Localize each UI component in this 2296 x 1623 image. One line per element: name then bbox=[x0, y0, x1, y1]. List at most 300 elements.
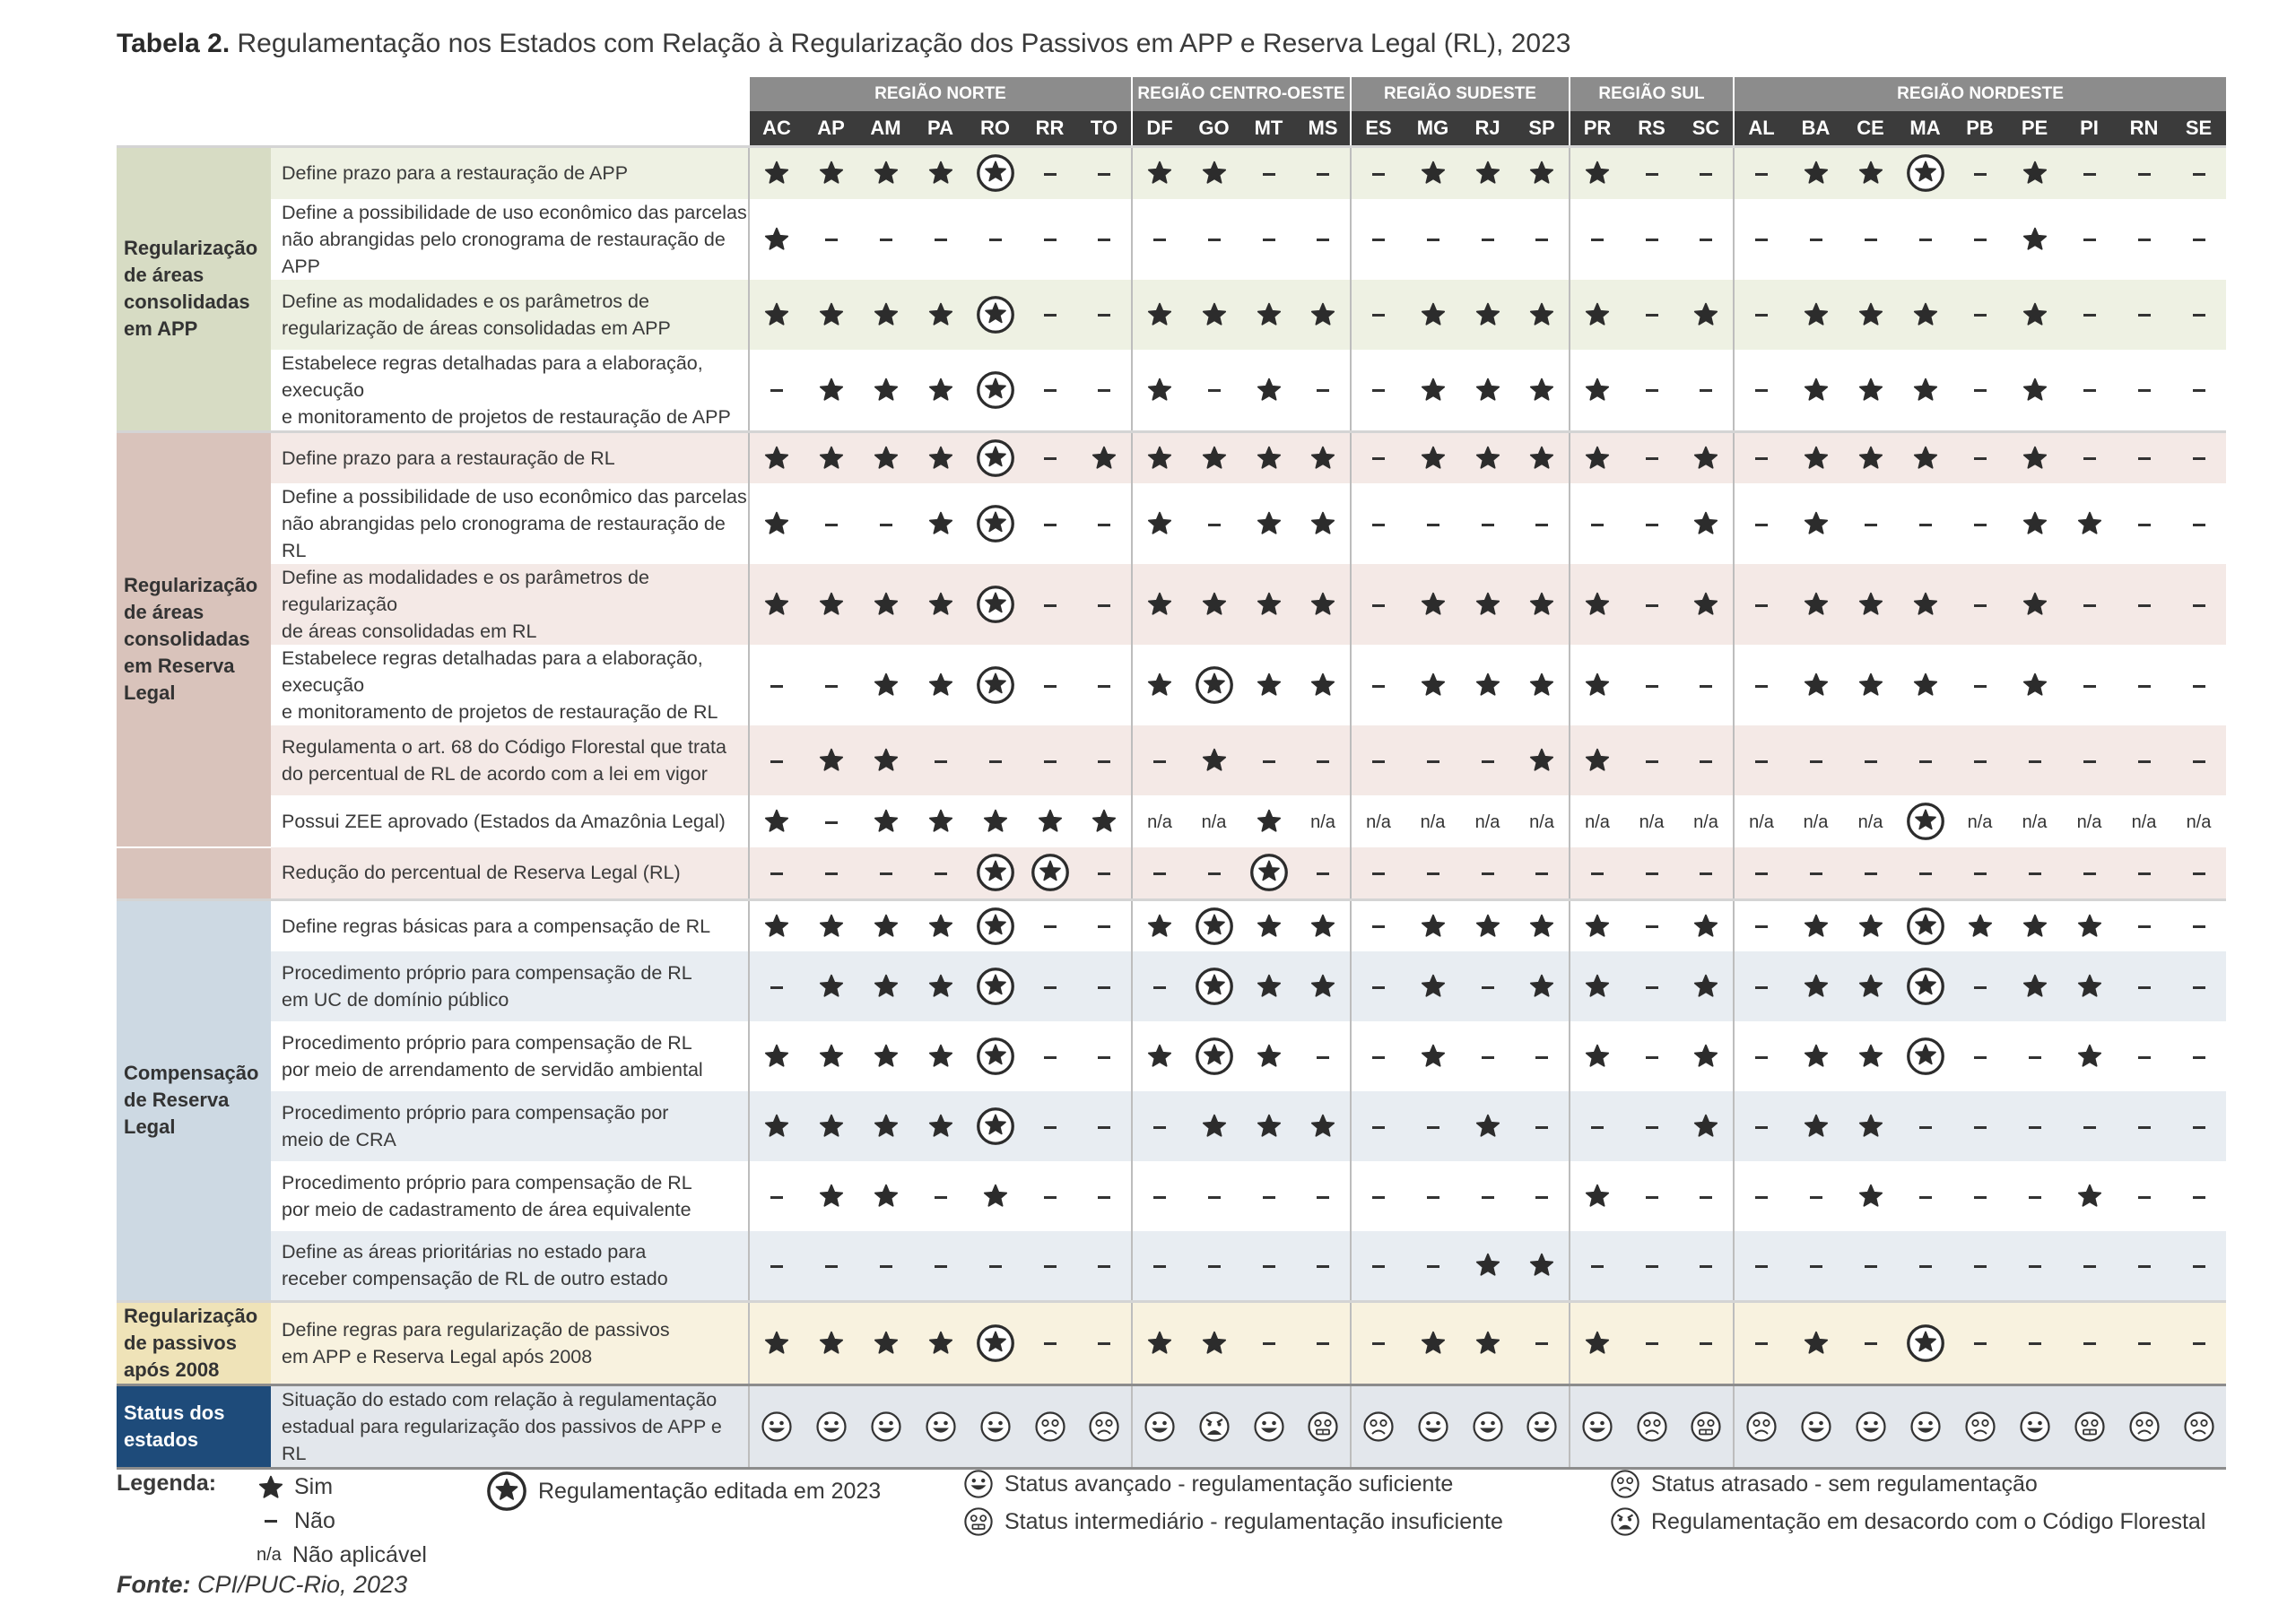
status-cell bbox=[1077, 1301, 1132, 1384]
row-label bbox=[271, 431, 749, 483]
status-cell bbox=[968, 645, 1022, 725]
status-cell bbox=[749, 147, 804, 199]
status-cell bbox=[1624, 1091, 1679, 1161]
status-cell bbox=[1843, 147, 1898, 199]
status-cell bbox=[1022, 1301, 1077, 1384]
status-cell bbox=[1898, 645, 1952, 725]
status-cell bbox=[2171, 1301, 2226, 1384]
status-cell bbox=[1624, 1301, 1679, 1384]
star-icon bbox=[764, 446, 789, 471]
dash-icon bbox=[2193, 239, 2205, 241]
row-label bbox=[271, 645, 749, 725]
dash-icon bbox=[1044, 389, 1057, 392]
status-cell bbox=[749, 951, 804, 1021]
status-cell bbox=[2117, 1231, 2171, 1301]
status-cell bbox=[1296, 1231, 1351, 1301]
status-cell bbox=[1132, 847, 1187, 899]
dash-icon bbox=[825, 821, 838, 824]
row-label-line: Estabelece regras detalhadas para a elaboração, execução bbox=[282, 352, 703, 401]
dash-icon bbox=[1646, 1265, 1658, 1268]
sad-face-icon bbox=[1745, 1410, 1778, 1443]
status-cell bbox=[1679, 1384, 1734, 1468]
status-cell bbox=[1679, 1021, 1734, 1091]
status-cell bbox=[1515, 1231, 1570, 1301]
star-icon bbox=[1202, 302, 1227, 327]
star-icon bbox=[819, 1331, 844, 1356]
dash-icon bbox=[1098, 314, 1110, 317]
status-cell bbox=[2007, 1231, 2062, 1301]
dash-icon bbox=[2083, 173, 2096, 176]
star-icon bbox=[1257, 592, 1282, 617]
status-cell bbox=[1843, 795, 1898, 847]
star-icon bbox=[1858, 1114, 1883, 1139]
status-cell bbox=[1241, 725, 1296, 795]
dash-icon bbox=[1098, 1056, 1110, 1059]
status-cell bbox=[1570, 431, 1624, 483]
status-cell bbox=[1296, 847, 1351, 899]
star-icon bbox=[1257, 809, 1282, 834]
star-icon bbox=[764, 592, 789, 617]
dash-icon bbox=[1153, 986, 1166, 989]
legend-title: Legenda: bbox=[117, 1471, 217, 1496]
status-cell bbox=[1898, 951, 1952, 1021]
status-cell bbox=[1241, 899, 1296, 951]
dash-icon bbox=[1755, 239, 1768, 241]
star-icon bbox=[1257, 1114, 1282, 1139]
status-cell bbox=[1624, 350, 1679, 432]
status-cell bbox=[1241, 1161, 1296, 1231]
circled-star-icon bbox=[976, 907, 1015, 946]
star-icon bbox=[1858, 1044, 1883, 1069]
status-cell bbox=[2062, 795, 2117, 847]
status-cell bbox=[2007, 199, 2062, 280]
star-icon bbox=[258, 1475, 283, 1500]
group-label: Status dos estados bbox=[117, 1384, 271, 1468]
status-cell bbox=[968, 795, 1022, 847]
status-cell bbox=[2007, 147, 2062, 199]
status-cell bbox=[2062, 1301, 2117, 1384]
star-icon bbox=[1421, 302, 1446, 327]
table-row bbox=[117, 483, 2226, 564]
status-cell bbox=[1570, 951, 1624, 1021]
star-icon bbox=[819, 302, 844, 327]
dash-icon bbox=[1263, 760, 1275, 763]
row-label-line: em APP e Reserva Legal após 2008 bbox=[282, 1345, 593, 1367]
status-cell bbox=[858, 564, 913, 645]
row-label bbox=[271, 795, 749, 847]
dash-icon bbox=[1482, 1196, 1494, 1199]
legend-intermediario bbox=[963, 1506, 1503, 1537]
status-cell bbox=[2007, 645, 2062, 725]
regulation-table-container bbox=[117, 77, 2226, 1470]
dash-icon bbox=[1591, 1126, 1604, 1129]
angry-face-icon bbox=[1198, 1410, 1231, 1443]
star-icon bbox=[928, 914, 953, 939]
star-icon bbox=[1475, 302, 1500, 327]
star-icon bbox=[1804, 1331, 1829, 1356]
star-icon bbox=[928, 378, 953, 403]
status-cell bbox=[858, 199, 913, 280]
dash-icon bbox=[1646, 760, 1658, 763]
state-header: AM bbox=[858, 111, 913, 147]
dash-icon bbox=[1153, 239, 1166, 241]
status-cell bbox=[1952, 483, 2007, 564]
status-cell bbox=[1898, 564, 1952, 645]
dash-icon bbox=[1482, 986, 1494, 989]
status-cell bbox=[1843, 1161, 1898, 1231]
star-icon bbox=[2022, 974, 2048, 999]
star-icon bbox=[1529, 748, 1554, 773]
status-cell bbox=[2117, 431, 2171, 483]
legend-sim bbox=[258, 1474, 333, 1500]
dash-icon bbox=[1044, 1196, 1057, 1199]
row-label bbox=[271, 564, 749, 645]
table-row bbox=[117, 951, 2226, 1021]
status-cell bbox=[1570, 1301, 1624, 1384]
star-icon bbox=[874, 378, 899, 403]
status-cell bbox=[804, 1161, 858, 1231]
status-cell bbox=[804, 1091, 858, 1161]
dash-icon bbox=[1372, 1056, 1385, 1059]
star-icon bbox=[1475, 1253, 1500, 1278]
source-label: Fonte: bbox=[117, 1571, 191, 1598]
dash-icon bbox=[1700, 1342, 1712, 1345]
status-cell bbox=[2117, 564, 2171, 645]
star-icon bbox=[1310, 1114, 1335, 1139]
row-label-line: Procedimento próprio para compensação de RL bbox=[282, 962, 692, 984]
dash-icon bbox=[770, 872, 783, 875]
status-cell bbox=[1351, 199, 1405, 280]
region-header: REGIÃO SUL bbox=[1570, 77, 1734, 111]
row-label-line: Define regras para regularização de passivos bbox=[282, 1318, 670, 1341]
circled-star-icon bbox=[976, 967, 1015, 1006]
dash-icon bbox=[1646, 239, 1658, 241]
status-cell bbox=[1022, 795, 1077, 847]
table-row bbox=[117, 1301, 2226, 1384]
star-icon bbox=[819, 1114, 844, 1139]
status-cell bbox=[1077, 147, 1132, 199]
status-cell bbox=[1898, 280, 1952, 350]
dash-icon bbox=[1700, 1265, 1712, 1268]
star-icon bbox=[1693, 914, 1718, 939]
dash-icon bbox=[1153, 760, 1166, 763]
dash-icon bbox=[1317, 1196, 1329, 1199]
status-cell bbox=[1405, 951, 1460, 1021]
row-label bbox=[271, 1231, 749, 1301]
dash-icon bbox=[2083, 604, 2096, 607]
state-header: AL bbox=[1734, 111, 1788, 147]
status-cell bbox=[1952, 280, 2007, 350]
star-icon bbox=[1858, 161, 1883, 186]
star-icon bbox=[983, 1184, 1008, 1209]
status-cell bbox=[1898, 899, 1952, 951]
row-label-line: Procedimento próprio para compensação de RL bbox=[282, 1032, 692, 1054]
dash-icon bbox=[1755, 314, 1768, 317]
status-cell bbox=[1515, 1021, 1570, 1091]
status-cell bbox=[2062, 847, 2117, 899]
star-icon bbox=[1804, 673, 1829, 698]
status-cell bbox=[1132, 951, 1187, 1021]
state-header: SE bbox=[2171, 111, 2226, 147]
star-icon bbox=[1421, 592, 1446, 617]
status-cell bbox=[858, 899, 913, 951]
star-icon bbox=[928, 161, 953, 186]
status-cell bbox=[2062, 1384, 2117, 1468]
status-cell bbox=[1679, 280, 1734, 350]
star-icon bbox=[1585, 592, 1610, 617]
na-symbol: n/a bbox=[1420, 812, 1446, 832]
star-icon bbox=[2022, 446, 2048, 471]
star-icon bbox=[1202, 446, 1227, 471]
dash-icon bbox=[1208, 239, 1221, 241]
status-cell bbox=[2171, 350, 2226, 432]
status-cell bbox=[804, 199, 858, 280]
table-row bbox=[117, 350, 2226, 432]
dash-icon bbox=[825, 872, 838, 875]
status-cell bbox=[1187, 1161, 1241, 1231]
circled-star-icon bbox=[1195, 1037, 1234, 1076]
circled-star-icon bbox=[1195, 907, 1234, 946]
status-cell bbox=[1570, 350, 1624, 432]
status-cell bbox=[1405, 280, 1460, 350]
status-cell bbox=[1187, 280, 1241, 350]
status-cell bbox=[1241, 795, 1296, 847]
status-cell bbox=[1132, 350, 1187, 432]
status-cell bbox=[1952, 1161, 2007, 1231]
status-cell bbox=[1022, 645, 1077, 725]
dash-icon bbox=[2138, 685, 2151, 688]
status-cell bbox=[1515, 645, 1570, 725]
circled-star-icon bbox=[1906, 1324, 1945, 1363]
star-icon bbox=[819, 161, 844, 186]
status-cell bbox=[2117, 899, 2171, 951]
status-cell bbox=[1624, 564, 1679, 645]
status-cell bbox=[1734, 564, 1788, 645]
status-cell bbox=[1898, 199, 1952, 280]
status-cell bbox=[2062, 645, 2117, 725]
status-cell bbox=[1570, 1021, 1624, 1091]
status-cell bbox=[1788, 1161, 1843, 1231]
status-cell bbox=[1351, 1091, 1405, 1161]
status-cell bbox=[1077, 564, 1132, 645]
dash-icon bbox=[2029, 1196, 2041, 1199]
star-icon bbox=[764, 914, 789, 939]
status-cell bbox=[2171, 564, 2226, 645]
status-cell bbox=[1077, 280, 1132, 350]
angry-face-icon bbox=[1610, 1506, 1640, 1537]
status-cell bbox=[1351, 431, 1405, 483]
dash-icon bbox=[1098, 760, 1110, 763]
star-icon bbox=[1147, 592, 1172, 617]
dash-icon bbox=[1535, 1196, 1548, 1199]
status-cell bbox=[1351, 483, 1405, 564]
status-cell bbox=[1022, 147, 1077, 199]
star-icon bbox=[1804, 302, 1829, 327]
dash-icon bbox=[1974, 524, 1987, 526]
status-cell bbox=[1405, 847, 1460, 899]
star-icon bbox=[2022, 378, 2048, 403]
row-label bbox=[271, 847, 749, 899]
status-cell bbox=[1624, 899, 1679, 951]
na-symbol: n/a bbox=[1366, 812, 1391, 832]
dash-icon bbox=[2193, 925, 2205, 928]
row-label-line: Define a possibilidade de uso econômico das parcelas bbox=[282, 201, 747, 223]
status-cell bbox=[968, 1231, 1022, 1301]
status-cell bbox=[1570, 847, 1624, 899]
status-cell bbox=[2007, 483, 2062, 564]
dash-icon bbox=[2083, 872, 2096, 875]
star-icon bbox=[874, 673, 899, 698]
na-symbol: n/a bbox=[1857, 812, 1883, 832]
star-icon bbox=[819, 446, 844, 471]
dash-icon bbox=[1755, 1056, 1768, 1059]
dash-icon bbox=[1263, 1196, 1275, 1199]
star-icon bbox=[1529, 161, 1554, 186]
star-icon bbox=[1421, 1331, 1446, 1356]
dash-icon bbox=[1646, 173, 1658, 176]
dash-icon bbox=[1810, 1196, 1822, 1199]
status-cell bbox=[804, 483, 858, 564]
status-cell bbox=[1132, 645, 1187, 725]
dash-icon bbox=[1427, 524, 1439, 526]
state-header: TO bbox=[1077, 111, 1132, 147]
dash-icon bbox=[1098, 1126, 1110, 1129]
status-cell bbox=[1788, 350, 1843, 432]
happy-face-icon bbox=[925, 1410, 957, 1443]
status-cell bbox=[1077, 795, 1132, 847]
star-icon bbox=[1147, 673, 1172, 698]
status-cell bbox=[968, 1384, 1022, 1468]
state-header: PB bbox=[1952, 111, 2007, 147]
status-cell bbox=[1515, 847, 1570, 899]
status-cell bbox=[1405, 199, 1460, 280]
status-cell bbox=[2171, 1091, 2226, 1161]
status-cell bbox=[1788, 564, 1843, 645]
dash-icon bbox=[2138, 524, 2151, 526]
status-cell bbox=[858, 350, 913, 432]
status-cell bbox=[1624, 725, 1679, 795]
status-cell bbox=[1679, 147, 1734, 199]
dash-icon bbox=[2193, 1126, 2205, 1129]
dash-icon bbox=[1372, 524, 1385, 526]
status-cell bbox=[1022, 564, 1077, 645]
star-icon bbox=[764, 1044, 789, 1069]
status-cell bbox=[749, 280, 804, 350]
status-cell bbox=[1515, 1161, 1570, 1231]
status-cell bbox=[804, 431, 858, 483]
dash-icon bbox=[1263, 173, 1275, 176]
star-icon bbox=[1421, 1044, 1446, 1069]
star-icon bbox=[1202, 592, 1227, 617]
status-cell bbox=[1788, 199, 1843, 280]
status-cell bbox=[858, 483, 913, 564]
status-cell bbox=[858, 951, 913, 1021]
legend-nao bbox=[258, 1508, 335, 1534]
state-header: PR bbox=[1570, 111, 1624, 147]
dash-icon bbox=[1810, 872, 1822, 875]
star-icon bbox=[1147, 446, 1172, 471]
status-cell bbox=[913, 899, 968, 951]
row-label-line: do percentual de RL de acordo com a lei em vigor bbox=[282, 763, 708, 785]
circled-star-icon bbox=[1906, 1037, 1945, 1076]
status-cell bbox=[1734, 645, 1788, 725]
dash-icon bbox=[2083, 389, 2096, 392]
status-cell bbox=[2007, 725, 2062, 795]
dash-icon bbox=[1974, 239, 1987, 241]
dash-icon bbox=[1208, 524, 1221, 526]
status-cell bbox=[1077, 1384, 1132, 1468]
star-icon bbox=[983, 809, 1008, 834]
status-cell bbox=[1460, 280, 1515, 350]
legend-avancado bbox=[963, 1469, 1453, 1499]
dash-icon bbox=[880, 1265, 892, 1268]
dash-icon bbox=[2083, 1342, 2096, 1345]
table-row bbox=[117, 795, 2226, 847]
status-cell bbox=[1788, 1021, 1843, 1091]
dash-icon bbox=[1591, 872, 1604, 875]
dash-icon bbox=[2138, 314, 2151, 317]
dash-icon bbox=[1427, 760, 1439, 763]
status-cell bbox=[2117, 725, 2171, 795]
dash-icon bbox=[1098, 173, 1110, 176]
happy-face-icon bbox=[1144, 1410, 1176, 1443]
sad-face-icon bbox=[1610, 1469, 1640, 1499]
happy-face-icon bbox=[761, 1410, 793, 1443]
dash-icon bbox=[2138, 1056, 2151, 1059]
status-cell bbox=[1022, 1161, 1077, 1231]
star-icon bbox=[1147, 378, 1172, 403]
status-cell bbox=[749, 564, 804, 645]
status-cell bbox=[1132, 1231, 1187, 1301]
status-cell bbox=[968, 1021, 1022, 1091]
region-header: REGIÃO CENTRO-OESTE bbox=[1132, 77, 1351, 111]
status-cell bbox=[1788, 280, 1843, 350]
status-cell bbox=[1788, 951, 1843, 1021]
dash-icon bbox=[1646, 314, 1658, 317]
status-cell bbox=[1788, 483, 1843, 564]
status-cell bbox=[1460, 951, 1515, 1021]
status-cell bbox=[1460, 564, 1515, 645]
status-cell bbox=[913, 1021, 968, 1091]
status-cell bbox=[1296, 564, 1351, 645]
dash-icon bbox=[1263, 239, 1275, 241]
status-cell bbox=[2117, 1091, 2171, 1161]
na-symbol: n/a bbox=[1639, 812, 1665, 832]
status-cell bbox=[1405, 725, 1460, 795]
status-cell bbox=[749, 847, 804, 899]
status-cell bbox=[1570, 1091, 1624, 1161]
dash-icon bbox=[1482, 239, 1494, 241]
dash-icon bbox=[2138, 986, 2151, 989]
status-cell bbox=[1241, 199, 1296, 280]
status-cell bbox=[1788, 1384, 1843, 1468]
dash-icon bbox=[1865, 760, 1877, 763]
status-cell bbox=[1187, 645, 1241, 725]
row-label-line: Situação do estado com relação à regulamentação bbox=[282, 1388, 718, 1410]
row-label-line: estadual para regularização dos passivos de APP e RL bbox=[282, 1415, 722, 1464]
status-cell bbox=[1405, 645, 1460, 725]
circled-star-icon bbox=[976, 1324, 1015, 1363]
star-icon bbox=[1202, 1114, 1227, 1139]
status-cell bbox=[2117, 795, 2171, 847]
status-cell bbox=[1570, 1384, 1624, 1468]
star-icon bbox=[1858, 302, 1883, 327]
status-cell bbox=[2117, 280, 2171, 350]
row-label-line: Estabelece regras detalhadas para a elaboração, execução bbox=[282, 647, 703, 696]
status-cell bbox=[1898, 1091, 1952, 1161]
status-cell bbox=[1187, 847, 1241, 899]
status-cell bbox=[1460, 147, 1515, 199]
